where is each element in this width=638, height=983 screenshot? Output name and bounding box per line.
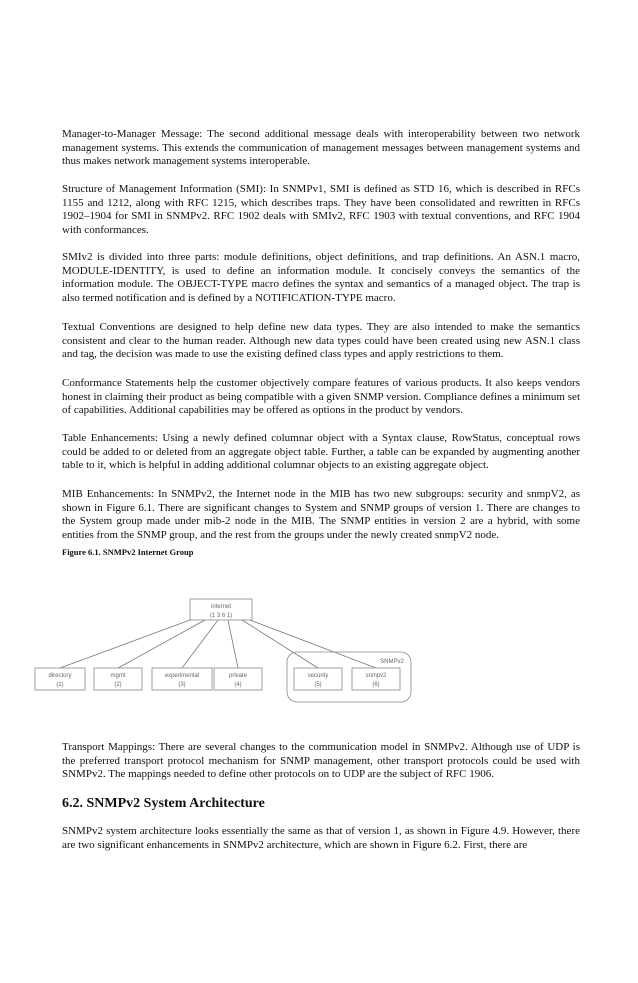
node-internet xyxy=(190,599,252,620)
node-security xyxy=(294,668,342,690)
paragraph-manager-to-manager: Manager-to-Manager Message: The second additional message deals with interoperability between two network management systems. This extends the communication of management messages between management systems and thus makes network management systems interoperable. xyxy=(62,128,580,168)
paragraph-transport-mappings: Transport Mappings: There are several changes to the communication model in SNMPv2. Although use of UDP is the preferred transport protocol mechanism for SNMP management, other transport protocols could be used with SNMPv2. The mappings needed to define other protocols on to UDP are the subject of RFC 1906. xyxy=(62,741,580,781)
node-private-num: (4) xyxy=(234,682,242,688)
node-security-num: (5) xyxy=(314,682,322,688)
node-mgmt xyxy=(94,668,142,690)
figure-caption: Figure 6.1. SNMPv2 Internet Group xyxy=(62,547,194,557)
paragraph-conformance-statements: Conformance Statements help the customer objectively compare features of various products. It also keeps vendors honest in claiming their product as being compatible with a given SNMP version. Compliance defines a minimum set of capabilities. Additional capabilities may be offered as options in the product by vendors. xyxy=(62,377,580,417)
paragraph-table-enhancements: Table Enhancements: Using a newly defined columnar object with a Syntax clause, RowStatus, conceptual rows could be added to or deleted from an aggregate object table. Further, a table can be expanded by augmenting another table to it, which is helpful in adding additional columnar objects to an existing aggregate object. xyxy=(62,432,580,472)
node-experimental-name: experimental xyxy=(164,673,200,679)
section-heading: 6.2. SNMPv2 System Architecture xyxy=(62,796,265,811)
paragraph-textual-conventions: Textual Conventions are designed to help define new data types. They are also intended to make the semantics consistent and clear to the human reader. Although new data types could have been created using new ASN.1 class and tag, the decision was made to use the existing defined class types and apply restrictions to them. xyxy=(62,321,580,361)
node-private xyxy=(214,668,262,690)
node-internet-oid: (1 3 6 1) xyxy=(209,613,233,619)
node-experimental xyxy=(152,668,212,690)
node-directory-name: directory xyxy=(48,673,72,679)
node-private-name: private xyxy=(228,673,248,679)
paragraph-system-architecture: SNMPv2 system architecture looks essentially the same as that of version 1, as shown in Figure 4.9. However, there are two significant enhancements in SNMPv2 architecture, which are shown in Figure 6.2. First, there are xyxy=(62,825,580,851)
node-security-name: security xyxy=(307,673,329,679)
node-directory xyxy=(35,668,85,690)
paragraph-smiv2: SMIv2 is divided into three parts: module definitions, object definitions, and trap definitions. An ASN.1 macro, MODULE-IDENTITY, is used to define an information module. It concisely conveys the semantics of the information module. The OBJECT-TYPE macro defines the syntax and semantics of a managed object. The trap is also termed notification and is defined by a NOTIFICATION-TYPE macro. xyxy=(62,251,580,304)
node-mgmt-name: mgmt xyxy=(110,673,126,679)
node-experimental-num: (3) xyxy=(178,682,186,688)
node-snmpv2-name: snmpv2 xyxy=(365,673,387,679)
tree-edges xyxy=(60,620,376,668)
node-mgmt-num: (2) xyxy=(114,682,122,688)
snmpv2-group-label: SNMPv2 xyxy=(380,659,404,665)
node-snmpv2 xyxy=(352,668,400,690)
node-internet-name: internet xyxy=(210,604,232,610)
paragraph-smi: Structure of Management Information (SMI): In SNMPv1, SMI is defined as STD 16, which is described in RFCs 1155 and 1212, along with RFC 1215, which describes traps. They have been consolidated and rewritten in RFCs 1902–1904 for SMI in SNMPv2. RFC 1902 deals with SMIv2, RFC 1903 with textual conventions, and RFC 1904 with conformances. xyxy=(62,183,580,236)
node-snmpv2-num: (6) xyxy=(372,682,380,688)
node-directory-num: (1) xyxy=(56,682,64,688)
paragraph-mib-enhancements: MIB Enhancements: In SNMPv2, the Internet node in the MIB has two new subgroups: security and snmpV2, as shown in Figure 6.1. There are significant changes to System and SNMP groups of version 1. There are changes to the System group made under mib-2 node in the MIB. The SNMP entities in version 2 are a hybrid, with some entities from the SNMP group, and the rest from the groups under the newly created snmpV2 node. xyxy=(62,488,580,541)
